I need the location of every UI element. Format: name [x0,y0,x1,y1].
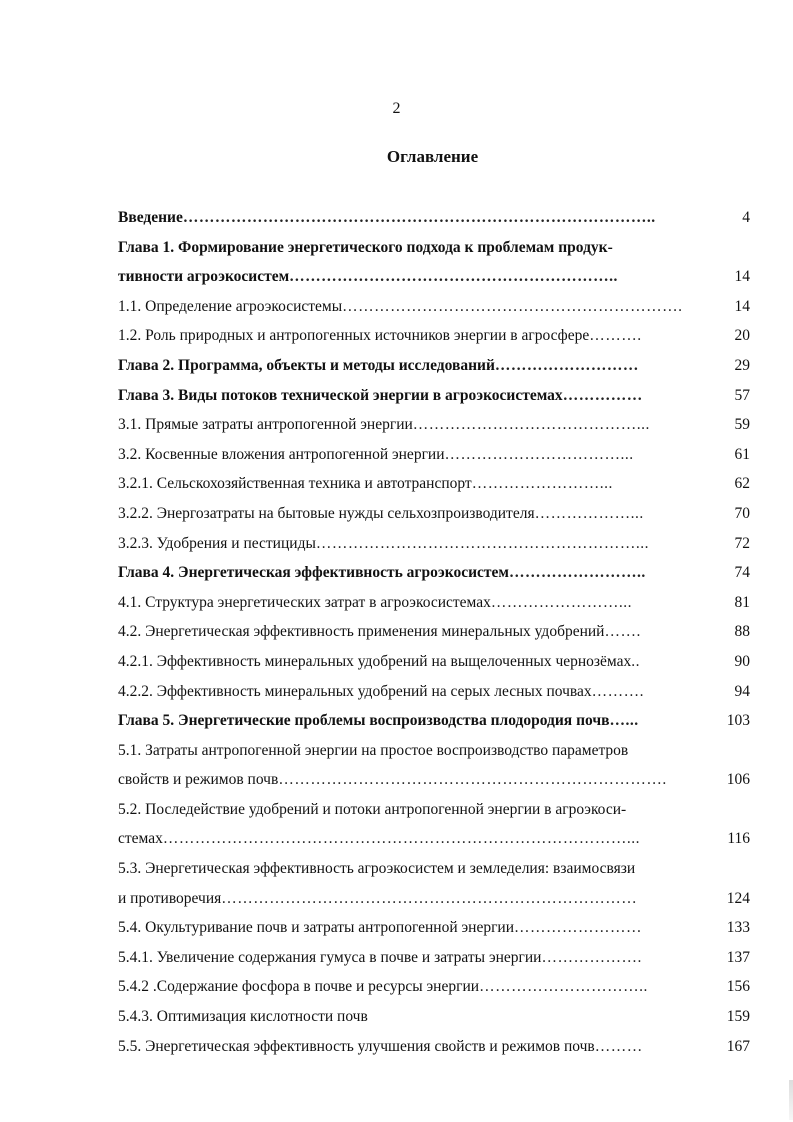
toc-entry-title: Глава 2. Программа, объекты и методы исследований [118,356,495,374]
toc-title: Оглавление [386,147,479,166]
toc-entry[interactable] [118,321,750,351]
toc-page-number: 81 [734,593,750,611]
dot-leader: ………………………………………………………………. [278,771,667,789]
toc-entry[interactable] [118,647,750,677]
toc-entry-title: 5.2. Последействие удобрений и потоки антропогенной энергии в агроэкоси- [118,800,627,818]
dot-leader: ……… [594,1037,643,1055]
dot-leader: ………. [589,327,642,345]
table-of-contents [118,203,750,1061]
toc-entry[interactable] [118,440,750,470]
toc-entry-title: свойств и режимов почв [118,771,279,789]
toc-entry[interactable] [118,943,750,973]
toc-entry-title: и противоречия [118,889,222,907]
toc-page-number [710,233,750,263]
toc-entry[interactable] [118,351,750,381]
toc-page-number: 88 [734,623,750,641]
toc-page-number: 156 [726,978,750,996]
toc-page-number: 94 [734,682,750,700]
toc-entry-title: стемах [118,830,163,848]
toc-entry[interactable] [118,262,750,292]
toc-entry-title: 4.2.2. Эффективность минеральных удобрений на серых лесных почвах [118,682,592,700]
dot-leader: ……………………... [471,475,613,493]
toc-entry[interactable] [118,617,750,647]
toc-entry-title: 5.4. Окультуривание почв и затраты антропогенной энергии [118,919,515,937]
toc-entry-title: 5.3. Энергетическая эффективность агроэкосистем и земледелия: взаимосвязи [118,860,636,878]
dot-leader: …………………………………………………………………… [221,889,638,907]
toc-entry[interactable] [118,233,750,263]
dot-leader: …………………… [514,919,643,937]
toc-page-number: 14 [734,297,750,315]
toc-entry-title: 5.4.2 .Содержание фосфора в почве и ресурсы энергии [118,978,480,996]
dot-leader: ………. [591,682,645,700]
dot-leader: ……………………………………………………... [315,534,649,552]
toc-page-number: 62 [734,475,750,493]
toc-page-number: 103 [726,712,750,730]
dot-leader: ……………………... [490,593,632,611]
toc-page-number: 70 [734,504,750,522]
dot-leader: ……………………………………... [412,416,650,434]
toc-entry[interactable] [118,588,750,618]
toc-page-number: 106 [726,771,750,789]
dot-leader: …... [609,712,639,730]
toc-page-number: 124 [726,889,750,907]
dot-leader: ………………………………………………………. [342,297,683,315]
toc-entry-title: Глава 4. Энергетическая эффективность агроэкосистем [118,564,509,582]
toc-entry-title: 5.4.3. Оптимизация кислотности почв [118,1008,368,1026]
toc-page-number: 72 [734,534,750,552]
dot-leader: .. [631,652,641,670]
dot-leader: ……. [604,623,641,641]
toc-page-number: 167 [726,1037,750,1055]
dot-leader: ……………………………... [444,445,634,463]
toc-entry[interactable] [118,469,750,499]
dot-leader: …………………………………………………………………………….. [182,209,656,226]
toc-page-number: 20 [734,327,750,345]
toc-page-number: 137 [726,948,750,966]
toc-page-number: 29 [734,356,750,374]
toc-entry[interactable] [118,913,750,943]
toc-entry-title: 3.1. Прямые затраты антропогенной энергии [118,416,413,434]
toc-entry[interactable] [118,203,750,233]
dot-leader: …………………….. [508,564,646,582]
toc-entry[interactable] [118,884,750,914]
toc-entry-title: тивности агроэкосистем [118,268,290,286]
toc-entry-title: 3.2.1. Сельскохозяйственная техника и автотранспорт [118,475,472,493]
toc-entry[interactable] [118,736,750,766]
toc-entry-title: 4.1. Структура энергетических затрат в агроэкосистемах [118,593,491,611]
toc-entry-title: 3.2.3. Удобрения и пестициды [118,534,316,552]
dot-leader: ……………………… [494,356,639,374]
dot-leader: ………………………….. [479,978,648,996]
toc-page-number: 59 [734,416,750,434]
toc-entry-title: 3.2.2. Энергозатраты на бытовые нужды сельхозпроизводителя [118,504,535,522]
toc-entry-title: Глава 1. Формирование энергетического подхода к проблемам продук- [118,238,613,256]
toc-entry-title: 1.1. Определение агроэкосистемы [118,297,343,315]
toc-page-number [710,736,750,766]
dot-leader: …………… [562,386,643,404]
toc-page-number: 74 [734,564,750,582]
toc-page-number: 61 [734,445,750,463]
toc-entry-title: 4.2.1. Эффективность минеральных удобрений на выщелоченных чернозёмах [118,652,632,670]
toc-entry[interactable] [118,499,750,529]
toc-entry[interactable] [118,558,750,588]
toc-page-number [710,795,750,825]
toc-entry-title: Введение [118,209,183,226]
scan-edge-mark [789,1080,793,1120]
toc-entry[interactable] [118,972,750,1002]
toc-page-number: 90 [734,652,750,670]
toc-page-number: 57 [734,386,750,404]
toc-page-number: 133 [726,919,750,937]
toc-entry[interactable] [118,765,750,795]
toc-entry-title: 5.5. Энергетическая эффективность улучшения свойств и режимов почв [118,1037,595,1055]
toc-page-number [710,854,750,884]
dot-leader: ……………………………………………………………………………... [162,830,640,848]
toc-entry[interactable] [118,1032,750,1062]
toc-entry-title: Глава 3. Виды потоков технической энергии в агроэкосистемах [118,386,563,404]
page-number: 2 [392,100,401,117]
toc-entry[interactable] [118,1002,750,1032]
toc-entry-title: 5.4.1. Увеличение содержания гумуса в почве и затраты энергии [118,948,542,966]
toc-page-number: 116 [727,830,750,848]
toc-entry[interactable] [118,381,750,411]
toc-entry-title: 5.1. Затраты антропогенной энергии на простое воспроизводство параметров [118,741,629,759]
toc-page-number: 4 [742,209,750,226]
dot-leader: …………………………………………………….. [289,268,618,286]
dot-leader: ………………. [541,948,642,966]
toc-entry[interactable] [118,292,750,322]
toc-entry-title: Глава 5. Энергетические проблемы воспроизводства плодородия почв [118,712,610,730]
dot-leader: ………………... [534,504,644,522]
toc-page-number: 14 [734,268,750,286]
toc-entry[interactable] [118,854,750,884]
toc-entry-title: 3.2. Косвенные вложения антропогенной энергии [118,445,445,463]
toc-entry[interactable] [118,410,750,440]
toc-entry-title: 4.2. Энергетическая эффективность применения минеральных удобрений [118,623,605,641]
toc-entry-title: 1.2. Роль природных и антропогенных источников энергии в агросфере [118,327,590,345]
toc-entry[interactable] [118,706,750,736]
toc-entry[interactable] [118,795,750,825]
toc-entry[interactable] [118,677,750,707]
toc-page-number: 159 [726,1008,750,1026]
toc-entry[interactable] [118,529,750,559]
toc-entry[interactable] [118,824,750,854]
